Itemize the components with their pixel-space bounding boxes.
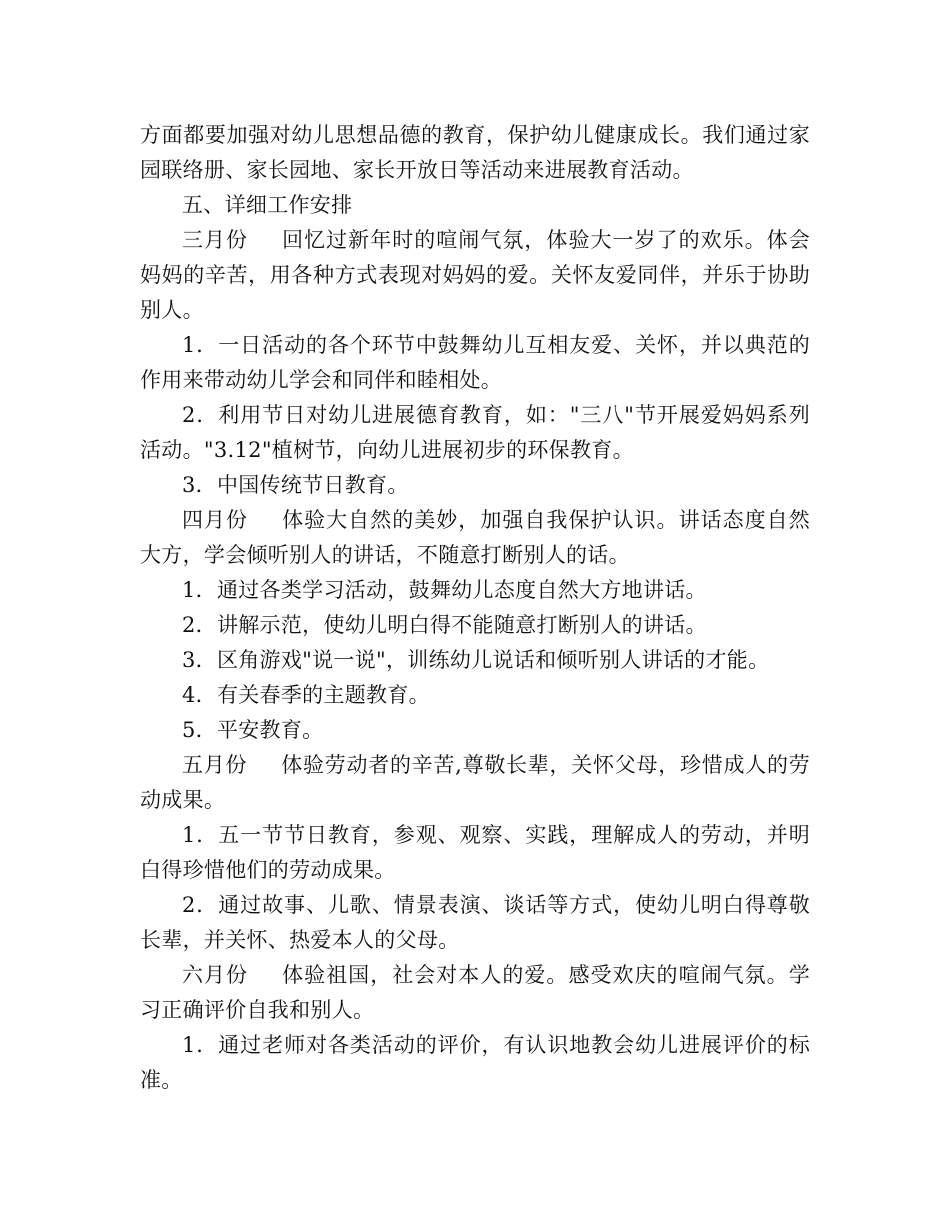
paragraph-may: [140, 748, 810, 818]
month-label-may: 五月份: [182, 753, 248, 777]
document-body: [140, 118, 810, 1098]
paragraph-april: [140, 503, 810, 573]
list-item-march-2: 2．利用节日对幼儿进展德育教育，如："三八"节开展爱妈妈系列活动。"3.12"植树节，向幼儿进展初步的环保教育。: [140, 403, 810, 462]
paragraph-june: [140, 958, 810, 1028]
month-description-may: 体验劳动者的辛苦,尊敬长辈，关怀父母，珍惜成人的劳动成果。: [140, 753, 810, 812]
paragraph-march: [140, 223, 810, 328]
list-item-april-3: 3．区角游戏"说一说"，训练幼儿说话和倾听别人讲话的才能。: [182, 648, 770, 672]
month-label-april: 四月份: [182, 508, 249, 532]
month-label-march: 三月份: [182, 228, 249, 252]
month-description-march: 回忆过新年时的喧闹气氛，体验大一岁了的欢乐。体会妈妈的辛苦，用各种方式表现对妈妈的爱。关怀友爱同伴，并乐于协助别人。: [140, 228, 811, 322]
list-item-april-2: 2．讲解示范，使幼儿明白得不能随意打断别人的讲话。: [182, 613, 707, 637]
month-description-april: 体验大自然的美妙，加强自我保护认识。讲话态度自然大方，学会倾听别人的讲话，不随意打断别人的话。: [140, 508, 811, 567]
list-item-march-3: 3．中国传统节日教育。: [182, 473, 409, 497]
list-item-june-1: 1．通过老师对各类活动的评价，有认识地教会幼儿进展评价的标准。: [140, 1033, 810, 1092]
list-item-may-1: 1．五一节节日教育，参观、观察、实践，理解成人的劳动，并明白得珍惜他们的劳动成果。: [140, 823, 810, 882]
month-label-june: 六月份: [182, 963, 249, 987]
list-item-april-5: 5．平安教育。: [182, 718, 324, 742]
list-item-march-1: 1．一日活动的各个环节中鼓舞幼儿互相友爱、关怀，并以典范的作用来带动幼儿学会和同伴和睦相处。: [140, 333, 810, 392]
list-item-april-1: 1．通过各类学习活动，鼓舞幼儿态度自然大方地讲话。: [182, 578, 707, 602]
list-item-april-4: 4．有关春季的主题教育。: [182, 683, 430, 707]
list-item-may-2: 2．通过故事、儿歌、情景表演、谈话等方式，使幼儿明白得尊敬长辈，并关怀、热爱本人的父母。: [140, 893, 810, 952]
paragraph-moral-education-intro: 方面都要加强对幼儿思想品德的教育，保护幼儿健康成长。我们通过家园联络册、家长园地、家长开放日等活动来进展教育活动。: [140, 123, 810, 182]
month-description-june: 体验祖国，社会对本人的爱。感受欢庆的喧闹气氛。学习正确评价自我和别人。: [140, 963, 811, 1022]
section-heading-work-plan: 五、详细工作安排: [182, 193, 353, 217]
